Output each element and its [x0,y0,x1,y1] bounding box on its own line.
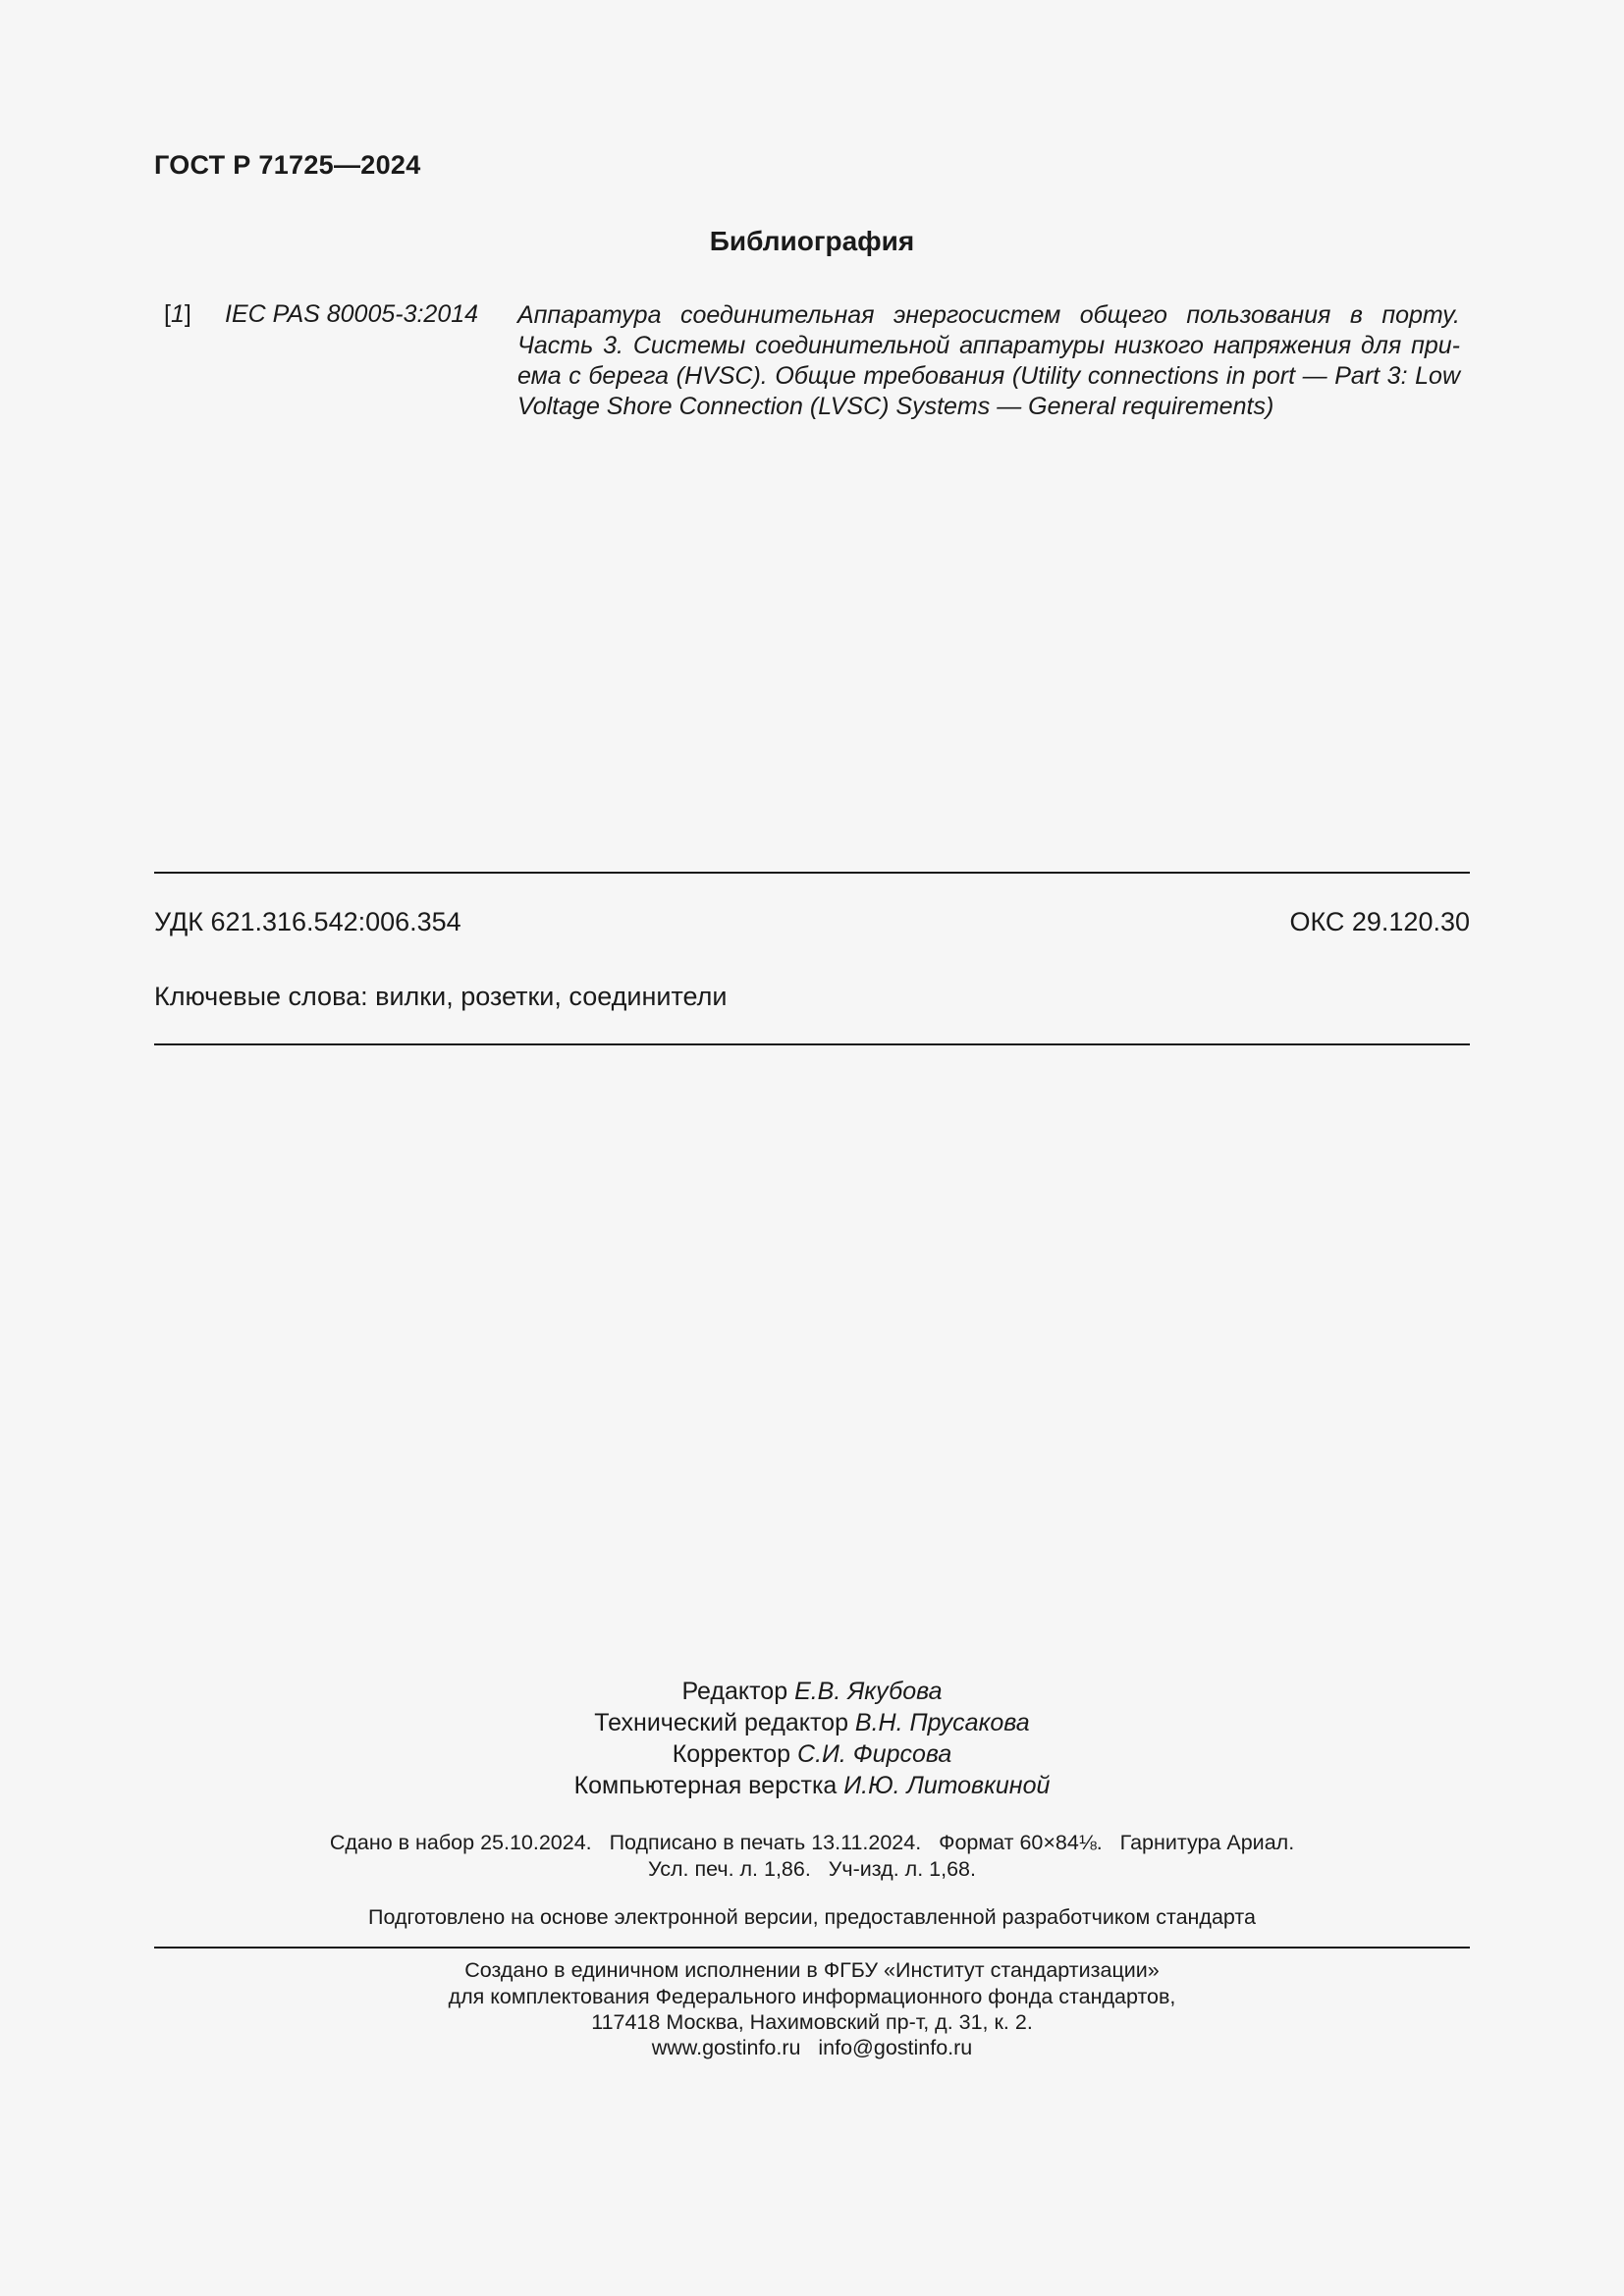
bibliography-entry-description [517,300,1460,422]
description-line: ема с берега (HVSC). Общие требования (Utility connections in port — Part 3: Low [517,362,1460,390]
credit-technical-editor [0,1709,1624,1737]
credit-role: Редактор [681,1678,795,1705]
udk-code: УДК 621.316.542:006.354 [154,907,461,936]
credit-role: Корректор [672,1740,798,1768]
created-address: 117418 Москва, Нахимовский пр-т, д. 31, к. 2. [591,2010,1033,2034]
description-line: Часть 3. Системы соединительной аппаратуры низкого напряжения для при- [517,332,1460,359]
divider-top [154,872,1470,874]
description-line: Аппаратура соединительная энергосистем общего пользования в порту. [517,301,1460,329]
divider-bottom [154,1043,1470,1045]
bibliography-entry-standard: IEC PAS 80005-3:2014 [225,300,479,328]
oks-code: ОКС 29.120.30 [1289,907,1470,936]
entry-number: 1 [170,300,185,328]
description-line: Voltage Shore Connection (LVSC) Systems — General requirements) [517,393,1274,420]
bracket-close: ] [184,300,191,328]
credit-name: В.Н. Прусакова [854,1709,1030,1736]
bibliography-title: Библиография [709,226,915,256]
created-line: для комплектования Федерального информационного фонда стандартов, [448,1985,1176,2008]
prepared-note: Подготовлено на основе электронной версии, предоставленной разработчиком стандарта [368,1905,1256,1929]
keywords: Ключевые слова: вилки, розетки, соединители [154,982,728,1011]
credit-corrector [0,1740,1624,1769]
divider-imprint [154,1947,1470,1949]
credit-role: Компьютерная верстка [573,1772,844,1799]
credit-name: И.Ю. Литовкиной [843,1772,1051,1799]
print-sheets: Усл. печ. л. 1,86. Уч-изд. л. 1,68. [648,1857,976,1881]
created-line: Создано в единичном исполнении в ФГБУ «Институт стандартизации» [464,1958,1160,1982]
credit-editor [0,1678,1624,1706]
document-code: ГОСТ Р 71725—2024 [154,150,421,180]
bracket-open: [ [164,300,171,328]
credit-role: Технический редактор [594,1709,855,1736]
credit-name: Е.В. Якубова [794,1678,943,1705]
bibliography-entry-number [164,300,191,329]
credit-name: С.И. Фирсова [797,1740,952,1768]
credit-layout [0,1772,1624,1800]
contact-links: www.gostinfo.ru info@gostinfo.ru [651,2036,973,2059]
print-details: Сдано в набор 25.10.2024. Подписано в печать 13.11.2024. Формат 60×84⅛. Гарнитура Ариал. [329,1831,1295,1854]
